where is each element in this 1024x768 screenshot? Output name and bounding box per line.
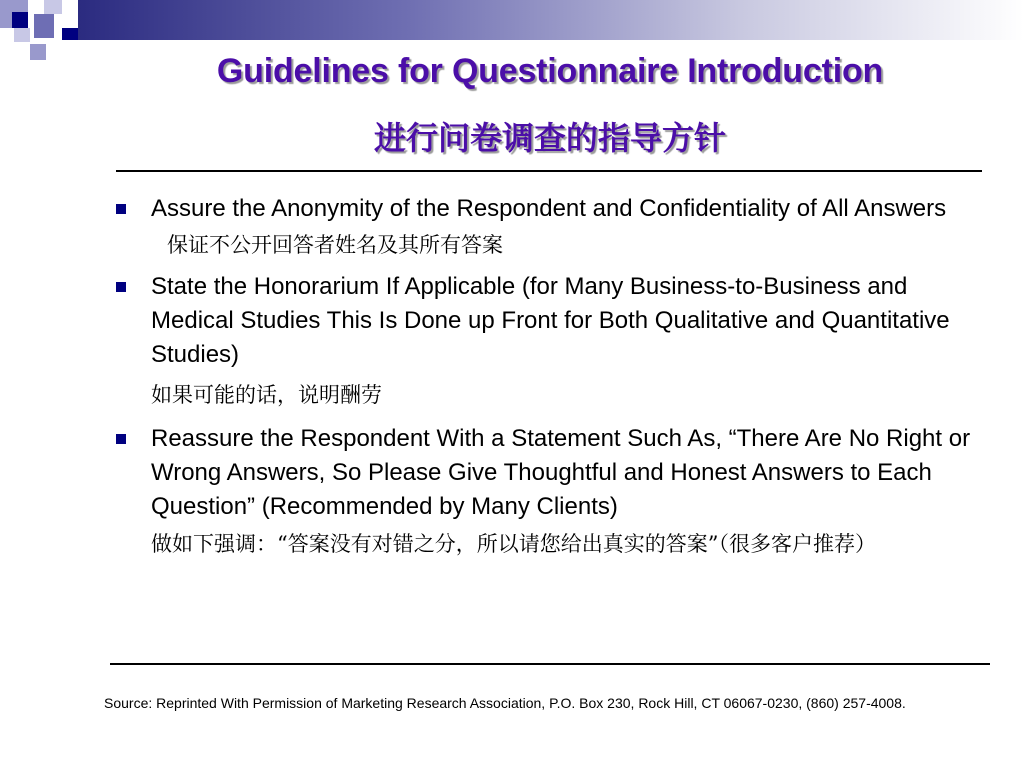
source-citation: Source: Reprinted With Permission of Marketing Research Association, P.O. Box 230, Rock Hill, CT 06067-0230, (860) 257-4008. [104,695,906,711]
decor-square [12,12,28,28]
bullet-square-icon [116,204,126,214]
bullet-square-icon [116,282,126,292]
slide-title: Guidelines for Questionnaire Introduction [216,52,884,90]
bullet-item [110,270,990,412]
bullet-chinese-text: 保证不公开回答者姓名及其所有答案 [167,233,503,257]
bullet-list [110,192,990,561]
bullet-text: Assure the Anonymity of the Respondent and Confidentiality of All Answers [151,195,947,222]
bullet-item [110,422,990,561]
decor-square [62,28,78,40]
decor-square [14,28,30,42]
bullet-item [110,192,990,262]
decor-square [44,0,62,14]
bottom-divider [110,663,990,665]
slide-title-chinese: 进行问卷调查的指导方针 [373,119,726,157]
decor-square [34,14,54,38]
bullet-chinese-text: 做如下强调：“答案没有对错之分，所以请您给出真实的答案”（很多客户推荐） [151,532,876,556]
header-gradient-bar [78,0,1024,40]
decor-square [62,12,78,28]
top-divider [116,170,982,172]
bullet-chinese-text: 如果可能的话，说明酬劳 [151,383,382,407]
bullet-text: State the Honorarium If Applicable (for Many Business-to-Business and Medical Studies This Is Done up Front for Both Qualitative and Quantitative Studies) [151,273,950,368]
bullet-text: Reassure the Respondent With a Statement Such As, “There Are No Right or Wrong Answers, So Please Give Thoughtful and Honest Answers to Each Question” (Recommended by Many Clients) [151,425,971,520]
bullet-square-icon [116,434,126,444]
